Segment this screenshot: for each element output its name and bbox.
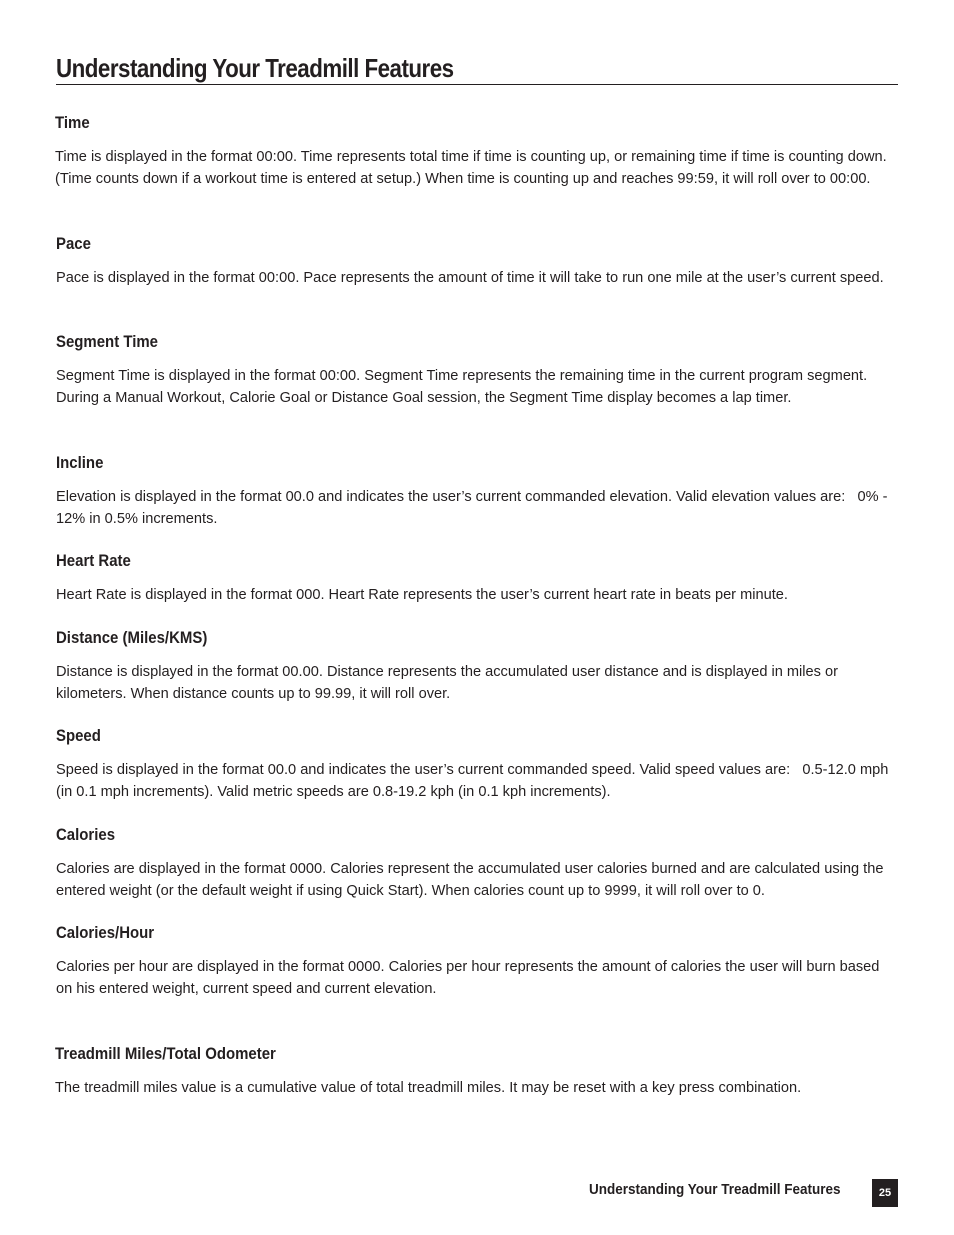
section-heading: Calories/Hour bbox=[56, 923, 155, 942]
section-body: Elevation is displayed in the format 00.0 and indicates the user’s current commanded elevation. Valid elevation values are: 0% - 12% in 0.5% increments. bbox=[56, 489, 892, 527]
section-heading: Calories bbox=[56, 825, 116, 844]
section-body: Calories are displayed in the format 0000. Calories represent the accumulated user calories burned and are calculated using the entered weight (or the default weight if using Quick Start). When calories count up to 9999, it will roll over to 0. bbox=[56, 861, 884, 899]
section-heading: Segment Time bbox=[56, 332, 158, 351]
section-heading: Distance (Miles/KMS) bbox=[56, 628, 208, 647]
section-body: Speed is displayed in the format 00.0 and indicates the user’s current commanded speed. Valid speed values are: 0.5-12.0 mph (in 0.1 mph increments). Valid metric speeds are 0.8-19.2 kph (in 0.1 kph increments). bbox=[56, 762, 893, 800]
section-heading: Heart Rate bbox=[56, 551, 131, 570]
section-heading: Treadmill Miles/Total Odometer bbox=[55, 1044, 276, 1063]
section-heading: Time bbox=[55, 113, 90, 132]
title-divider bbox=[56, 84, 898, 85]
page-number-badge: 25 bbox=[872, 1179, 898, 1207]
page-title: Understanding Your Treadmill Features bbox=[56, 53, 454, 83]
section-body: Segment Time is displayed in the format 00:00. Segment Time represents the remaining time in the current program segment. During a Manual Workout, Calorie Goal or Distance Goal session, the Segment Time display becomes a lap timer. bbox=[56, 368, 868, 406]
section-heading: Speed bbox=[56, 726, 101, 745]
section-body: Calories per hour are displayed in the format 0000. Calories per hour represents the amount of calories the user will burn based on his entered weight, current speed and current elevation. bbox=[56, 959, 880, 997]
section-heading: Incline bbox=[56, 453, 104, 472]
footer-title: Understanding Your Treadmill Features bbox=[589, 1181, 841, 1198]
section-body: The treadmill miles value is a cumulative value of total treadmill miles. It may be reset with a key press combination. bbox=[55, 1080, 802, 1096]
section-body: Time is displayed in the format 00:00. Time represents total time if time is counting up, or remaining time if time is counting down. (Time counts down if a workout time is entered at setup.) When time is counting up and reaches 99:59, it will roll over to 00:00. bbox=[55, 149, 887, 187]
section-body: Heart Rate is displayed in the format 000. Heart Rate represents the user’s current heart rate in beats per minute. bbox=[56, 587, 788, 603]
section-body: Distance is displayed in the format 00.00. Distance represents the accumulated user distance and is displayed in miles or kilometers. When distance counts up to 99.99, it will roll over. bbox=[56, 664, 838, 702]
section-body: Pace is displayed in the format 00:00. Pace represents the amount of time it will take to run one mile at the user’s current speed. bbox=[56, 270, 884, 286]
section-heading: Pace bbox=[56, 234, 91, 253]
